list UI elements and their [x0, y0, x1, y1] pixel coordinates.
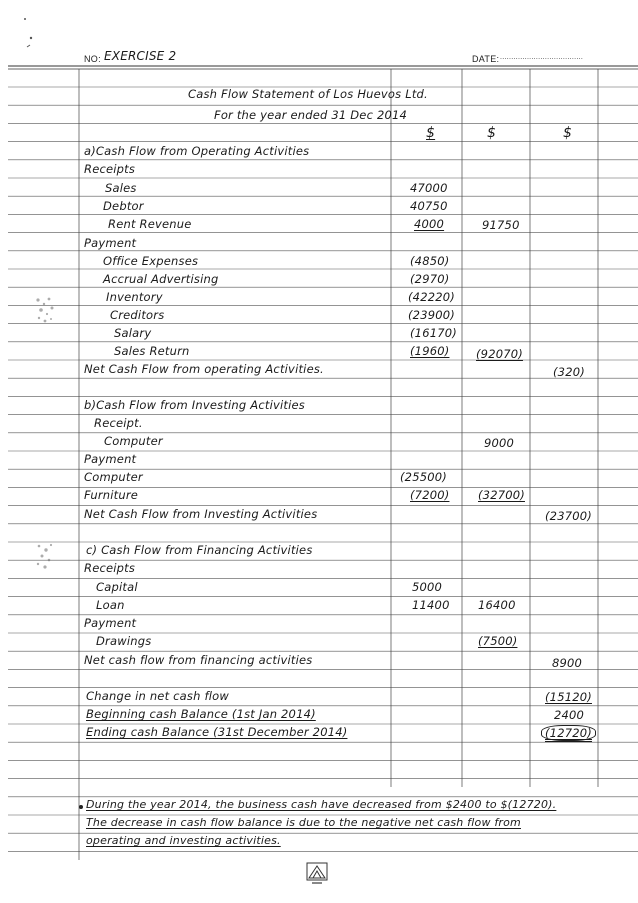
- financing-payment-label: Payment: [84, 616, 137, 630]
- operating-payment-amount: (2970): [410, 272, 450, 286]
- summary-label: Beginning cash Balance (1st Jan 2014): [86, 707, 316, 721]
- financing-heading: c) Cash Flow from Financing Activities: [86, 543, 313, 557]
- summary-value-ending: (12720): [541, 725, 596, 741]
- operating-receipt-amount: 4000: [414, 217, 445, 231]
- operating-payment-amount: (42220): [408, 290, 455, 304]
- statement-period: For the year ended 31 Dec 2014: [214, 108, 408, 122]
- operating-payment-amount: (1960): [410, 344, 450, 358]
- conclusion-line: operating and investing activities.: [86, 834, 281, 847]
- operating-payment-label: Payment: [84, 236, 137, 250]
- summary-label: Ending cash Balance (31st December 2014): [86, 725, 348, 739]
- date-blank: .....................................: [500, 54, 584, 61]
- date-label: DATE:: [472, 54, 500, 64]
- financing-receipt-item: Capital: [96, 580, 138, 594]
- summary-value: 2400: [554, 708, 585, 722]
- operating-receipt-label: Debtor: [103, 199, 144, 213]
- investing-receipt-item: Computer: [104, 434, 163, 448]
- financing-payment-item: Drawings: [96, 634, 152, 648]
- operating-payment-label: Salary: [114, 326, 152, 340]
- operating-payment-amount: (4850): [410, 254, 450, 268]
- investing-payment-item: Furniture: [84, 488, 139, 502]
- operating-payment-label: Accrual Advertising: [103, 272, 219, 286]
- investing-payment-amount: (25500): [400, 470, 447, 484]
- conclusion-line: The decrease in cash flow balance is due to the negative net cash flow from: [86, 816, 521, 829]
- operating-payment-label: Sales Return: [114, 344, 190, 358]
- summary-value: (15120): [545, 690, 592, 704]
- financing-receipts-label: Receipts: [84, 561, 136, 575]
- financing-receipt-amount: 5000: [412, 580, 443, 594]
- financing-net-label: Net cash flow from financing activities: [84, 653, 313, 667]
- operating-heading: a)Cash Flow from Operating Activities: [84, 144, 310, 158]
- currency-header-3: $: [563, 125, 573, 141]
- operating-payment-amount: (23900): [408, 308, 455, 322]
- investing-receipt-label: Receipt.: [94, 416, 143, 430]
- currency-header-1: $: [426, 125, 436, 141]
- investing-net-label: Net Cash Flow from Investing Activities: [84, 507, 318, 521]
- stray-mark-icon: [22, 16, 36, 50]
- scan-smudge-icon: [30, 290, 60, 330]
- operating-receipts-label: Receipts: [84, 162, 136, 176]
- scan-smudge-icon: [30, 538, 60, 574]
- investing-payment-amount: (7200): [410, 488, 450, 502]
- operating-payments-subtotal: (92070): [476, 347, 523, 361]
- operating-receipt-label: Rent Revenue: [108, 217, 192, 231]
- operating-payment-label: Creditors: [110, 308, 165, 322]
- currency-header-2: $: [487, 125, 497, 141]
- investing-net-value: (23700): [545, 509, 592, 523]
- financing-receipts-subtotal: 16400: [478, 598, 516, 612]
- summary-label: Change in net cash flow: [86, 689, 229, 703]
- exercise-number: EXERCISE 2: [104, 49, 177, 63]
- operating-payment-label: Office Expenses: [103, 254, 199, 268]
- conclusion-bullet: [79, 805, 83, 809]
- investing-payments-subtotal: (32700): [478, 488, 525, 502]
- operating-payment-label: Inventory: [106, 290, 163, 304]
- financing-receipt-item: Loan: [96, 598, 125, 612]
- conclusion-line: During the year 2014, the business cash have decreased from $2400 to $(12720).: [86, 798, 557, 811]
- operating-net-value: (320): [553, 365, 585, 379]
- operating-receipt-amount: 47000: [410, 181, 448, 195]
- operating-net-label: Net Cash Flow from operating Activities.: [84, 362, 324, 376]
- financing-net-value: 8900: [552, 656, 583, 670]
- publisher-logo-icon: [306, 862, 328, 886]
- no-label: NO:: [84, 54, 101, 64]
- financing-receipt-amount: 11400: [412, 598, 450, 612]
- investing-payment-label: Payment: [84, 452, 137, 466]
- investing-heading: b)Cash Flow from Investing Activities: [84, 398, 305, 412]
- operating-receipts-subtotal: 91750: [482, 218, 520, 232]
- financing-payment-subtotal: (7500): [478, 634, 518, 648]
- operating-receipt-amount: 40750: [410, 199, 448, 213]
- investing-receipt-subtotal: 9000: [484, 436, 515, 450]
- statement-title: Cash Flow Statement of Los Huevos Ltd.: [188, 87, 428, 101]
- operating-receipt-label: Sales: [105, 181, 137, 195]
- operating-payment-amount: (16170): [410, 326, 457, 340]
- investing-payment-item: Computer: [84, 470, 143, 484]
